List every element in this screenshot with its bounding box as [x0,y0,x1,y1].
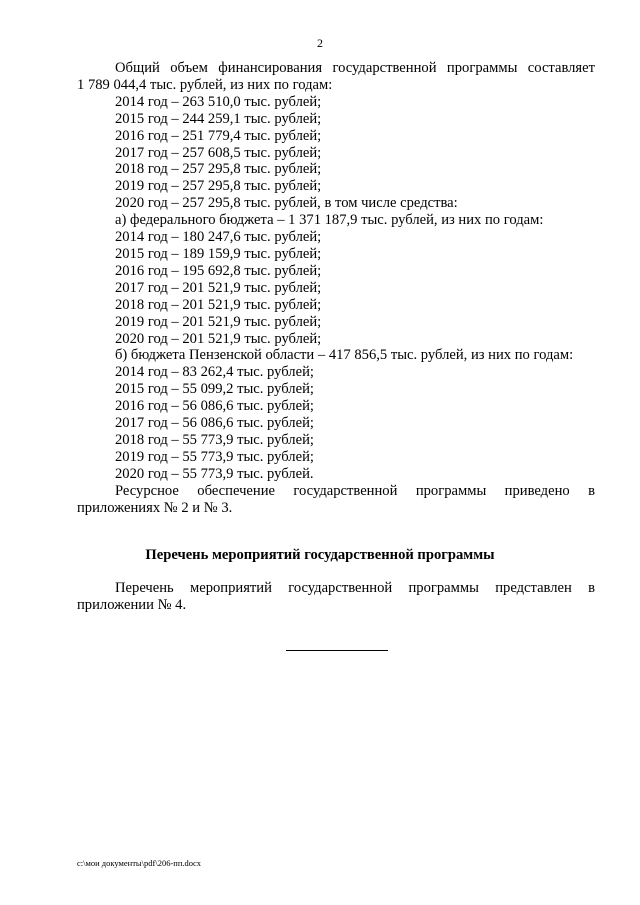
federal-budget-header: а) федерального бюджета – 1 371 187,9 тыс. рублей, из них по годам: [115,212,544,229]
total-year-2014: 2014 год – 263 510,0 тыс. рублей; [115,93,322,110]
federal-year-2018: 2018 год – 201 521,9 тыс. рублей; [115,296,322,313]
closing-rule [286,650,388,651]
federal-year-2017: 2017 год – 201 521,9 тыс. рублей; [115,279,322,296]
measures-line-1: Перечень мероприятий государственной программы представлен в [115,580,595,596]
federal-year-2015: 2015 год – 189 159,9 тыс. рублей; [115,245,322,262]
regional-year-2014: 2014 год – 83 262,4 тыс. рублей; [115,364,314,381]
regional-year-2017: 2017 год – 56 086,6 тыс. рублей; [115,415,314,432]
resources-line-1: Ресурсное обеспечение государственной программы приведено в [115,482,595,499]
intro-line-1: Общий объем финансирования государственной программы составляет [115,60,595,76]
financing-section [77,60,595,516]
total-year-2020: 2020 год – 257 295,8 тыс. рублей, в том числе средства: [115,195,458,212]
federal-year-2019: 2019 год – 201 521,9 тыс. рублей; [115,313,322,330]
regional-budget-header: б) бюджета Пензенской области – 417 856,5 тыс. рублей, из них по годам: [115,347,574,364]
resources-line-2: приложениях № 2 и № 3. [77,499,233,516]
total-year-2018: 2018 год – 257 295,8 тыс. рублей; [115,161,322,178]
regional-year-2019: 2019 год – 55 773,9 тыс. рублей; [115,448,314,465]
total-year-2016: 2016 год – 251 779,4 тыс. рублей; [115,127,322,144]
federal-year-2014: 2014 год – 180 247,6 тыс. рублей; [115,229,322,246]
footer-file-path: c:\мои документы\pdf\206-пп.docx [77,858,202,868]
regional-year-2020: 2020 год – 55 773,9 тыс. рублей. [115,465,314,482]
total-year-2019: 2019 год – 257 295,8 тыс. рублей; [115,178,322,195]
total-year-2015: 2015 год – 244 259,1 тыс. рублей; [115,110,322,127]
regional-year-2018: 2018 год – 55 773,9 тыс. рублей; [115,431,314,448]
federal-year-2016: 2016 год – 195 692,8 тыс. рублей; [115,262,322,279]
intro-line-2: 1 789 044,4 тыс. рублей, из них по годам: [77,76,333,93]
total-year-2017: 2017 год – 257 608,5 тыс. рублей; [115,144,322,161]
regional-year-2016: 2016 год – 56 086,6 тыс. рублей; [115,398,314,415]
page-number: 2 [317,36,323,50]
measures-section [77,580,595,614]
regional-year-2015: 2015 год – 55 099,2 тыс. рублей; [115,381,314,398]
federal-year-2020: 2020 год – 201 521,9 тыс. рублей; [115,330,322,347]
measures-line-2: приложении № 4. [77,597,187,613]
section-heading: Перечень мероприятий государственной программы [145,547,495,563]
